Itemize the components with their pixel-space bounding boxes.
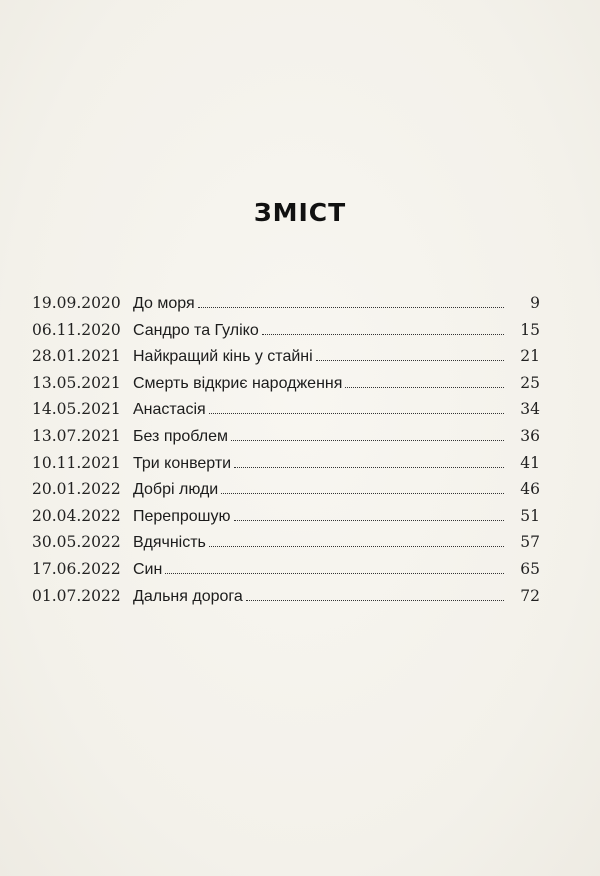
toc-entry bbox=[32, 374, 540, 401]
toc-entry bbox=[32, 454, 540, 481]
toc-entry bbox=[32, 533, 540, 560]
entry-chapter bbox=[133, 534, 504, 552]
toc-entry bbox=[32, 427, 540, 454]
entry-date: 10.11.2021 bbox=[32, 453, 121, 472]
entry-page-number: 36 bbox=[520, 426, 540, 445]
entry-page-number: 21 bbox=[520, 347, 540, 366]
entry-title: Син bbox=[133, 560, 163, 578]
page-title: ЗМІСТ bbox=[253, 198, 347, 227]
entry-title: Три конверти bbox=[133, 454, 232, 472]
entry-date: 01.07.2022 bbox=[32, 586, 121, 605]
dot-leader bbox=[165, 573, 504, 574]
entry-date: 30.05.2022 bbox=[32, 533, 121, 552]
entry-page-number: 72 bbox=[520, 586, 540, 605]
entry-page-number: 57 bbox=[520, 533, 540, 552]
toc-entry bbox=[32, 480, 540, 507]
entry-date: 13.07.2021 bbox=[32, 426, 121, 445]
entry-chapter bbox=[133, 295, 504, 313]
entry-chapter bbox=[133, 348, 504, 366]
dot-leader bbox=[221, 493, 504, 494]
entry-title: До моря bbox=[133, 295, 195, 312]
dot-leader bbox=[234, 467, 504, 468]
entry-date: 28.01.2021 bbox=[32, 347, 121, 366]
entry-chapter bbox=[133, 455, 504, 473]
entry-title: Найкращий кінь у стайні bbox=[133, 348, 313, 366]
dot-leader bbox=[234, 520, 505, 521]
entry-chapter bbox=[133, 588, 504, 606]
dot-leader bbox=[246, 600, 504, 601]
dot-leader bbox=[209, 546, 504, 547]
dot-leader bbox=[316, 360, 504, 361]
entry-chapter bbox=[133, 561, 504, 579]
toc-entry bbox=[32, 347, 540, 374]
entry-page-number: 34 bbox=[520, 400, 540, 419]
entry-chapter bbox=[133, 375, 504, 393]
entry-title: Анастасія bbox=[133, 401, 206, 419]
entry-page-number: 25 bbox=[520, 373, 540, 392]
entry-title: Дальня дорога bbox=[133, 587, 243, 605]
toc-entry bbox=[32, 507, 540, 534]
entry-title: Смерть відкриє народження bbox=[133, 374, 343, 392]
entry-page-number: 46 bbox=[520, 480, 540, 499]
entry-chapter bbox=[133, 401, 504, 419]
toc-entry bbox=[32, 400, 540, 427]
entry-chapter bbox=[133, 428, 504, 446]
entry-chapter bbox=[133, 322, 504, 340]
dot-leader bbox=[209, 413, 504, 414]
entry-title: Без проблем bbox=[133, 427, 228, 445]
dot-leader bbox=[345, 387, 504, 388]
entry-title: Добрі люди bbox=[133, 481, 219, 499]
entry-date: 20.04.2022 bbox=[32, 506, 121, 525]
toc-entry bbox=[32, 560, 540, 587]
entry-page-number: 15 bbox=[520, 320, 540, 339]
entry-date: 19.09.2020 bbox=[32, 294, 121, 312]
entry-title: Вдячність bbox=[133, 534, 206, 552]
entry-title: Сандро та Гуліко bbox=[133, 321, 259, 339]
entry-title: Перепрошую bbox=[133, 507, 231, 525]
entry-chapter bbox=[133, 508, 504, 526]
entry-page-number: 41 bbox=[520, 453, 540, 472]
entry-page-number: 51 bbox=[520, 506, 540, 525]
entry-chapter bbox=[133, 481, 504, 499]
entry-date: 17.06.2022 bbox=[32, 559, 121, 578]
dot-leader bbox=[262, 334, 504, 335]
toc-entry bbox=[32, 294, 540, 321]
toc-entry bbox=[32, 321, 540, 348]
toc-entry bbox=[32, 587, 540, 614]
entry-date: 14.05.2021 bbox=[32, 400, 121, 419]
entry-date: 06.11.2020 bbox=[32, 320, 121, 339]
dot-leader bbox=[231, 440, 504, 441]
entry-date: 13.05.2021 bbox=[32, 373, 121, 392]
entry-page-number: 9 bbox=[530, 294, 540, 312]
entry-page-number: 65 bbox=[520, 559, 540, 578]
table-of-contents bbox=[32, 294, 540, 613]
dot-leader bbox=[198, 307, 504, 308]
entry-date: 20.01.2022 bbox=[32, 480, 121, 499]
